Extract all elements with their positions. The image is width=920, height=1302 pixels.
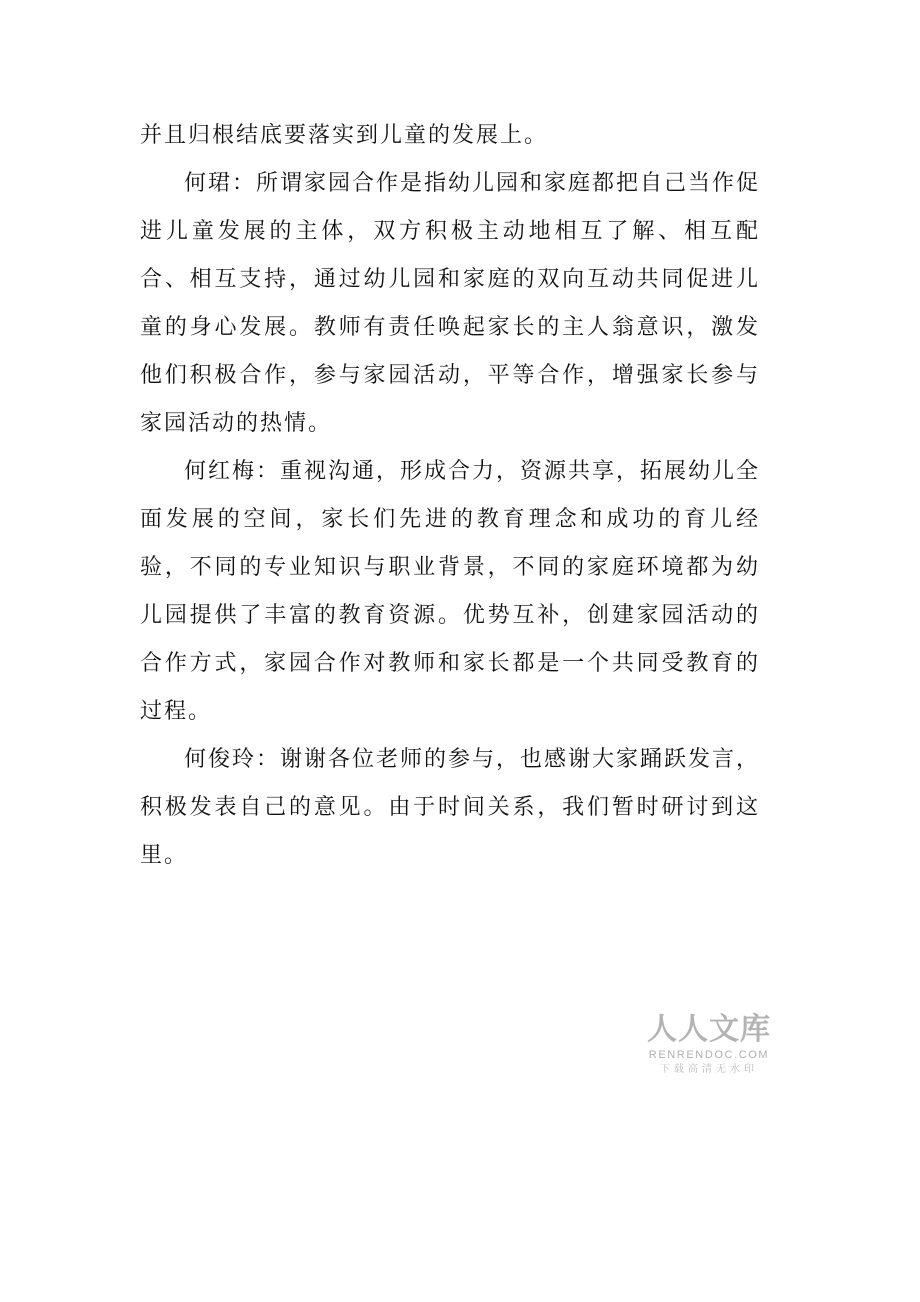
paragraph-he-jun: 何珺：所谓家园合作是指幼儿园和家庭都把自己当作促进儿童发展的主体，双方积极主动地相互了解、相互配合、相互支持，通过幼儿园和家庭的双向互动共同促进儿童的身心发展。教师有责任唤起家长的主人翁意识，激发他们积极合作，参与家园活动，平等合作，增强家长参与家园活动的热情。 bbox=[140, 171, 761, 436]
watermark-tagline: 下载高清无水印 bbox=[660, 1064, 758, 1075]
watermark-logo bbox=[645, 1012, 773, 1078]
paragraph-he-junling: 何俊玲：谢谢各位老师的参与，也感谢大家踊跃发言，积极发表自己的意见。由于时间关系，我们暂时研讨到这里。 bbox=[140, 747, 761, 868]
document-body bbox=[140, 112, 760, 880]
paragraph-continuation: 并且归根结底要落实到儿童的发展上。 bbox=[140, 123, 549, 148]
watermark-domain: RENRENDOC.COM bbox=[648, 1049, 770, 1061]
watermark-title: 人人文库 bbox=[647, 1012, 771, 1047]
paragraph-he-hongmei: 何红梅：重视沟通，形成合力，资源共享，拓展幼儿全面发展的空间，家长们先进的教育理念和成功的育儿经验，不同的专业知识与职业背景，不同的家庭环境都为幼儿园提供了丰富的教育资源。优势互补，创建家园活动的合作方式，家园合作对教师和家长都是一个共同受教育的过程。 bbox=[140, 459, 761, 724]
